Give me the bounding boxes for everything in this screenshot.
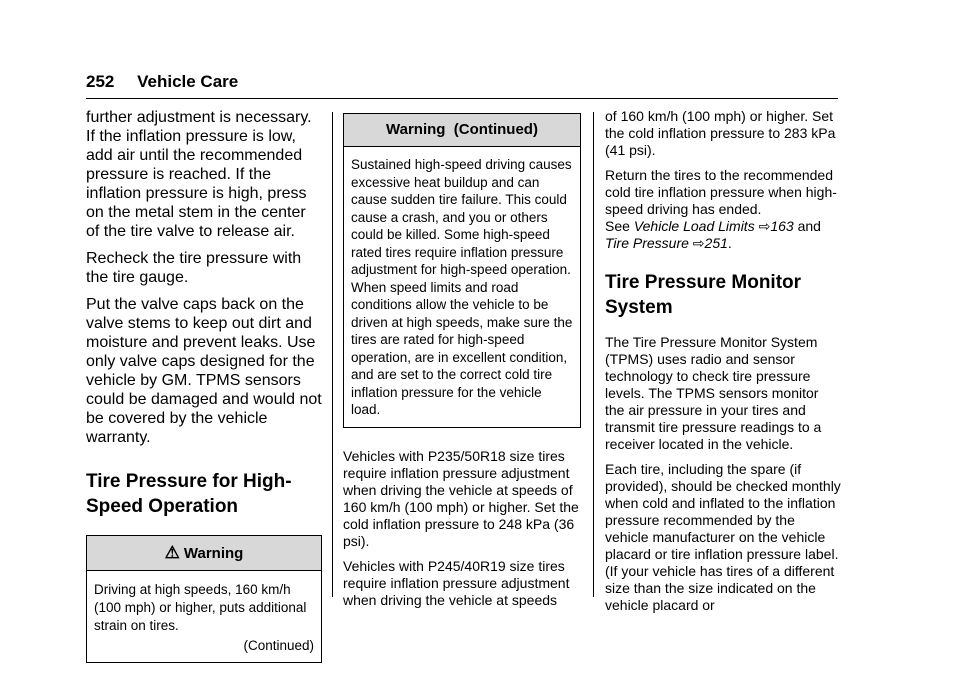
continued-label: (Continued) <box>243 638 314 653</box>
reference-page[interactable]: 251 <box>704 235 728 251</box>
paragraph: Recheck the tire pressure with the tire gauge. <box>86 250 302 286</box>
paragraph: The Tire Pressure Monitor System (TPMS) uses radio and sensor technology to check tire pressure levels. The TPMS sensors monitor the air pressure in your tires and transmit tire pressure readings to a receiver located in the vehicle. <box>605 334 822 452</box>
paragraph: Each tire, including the spare (if provided), should be checked monthly when cold and inflated to the inflation pressure recommended by the vehicle manufacturer on the vehicle placard or tire inflation pressure label. (If your vehicle has tires of a different size than the size indicated on the vehicle placard or <box>605 461 841 613</box>
warning-header <box>87 536 321 571</box>
column-2 <box>343 108 581 617</box>
warning-header: Warning (Continued) <box>344 114 580 147</box>
header-rule <box>86 98 838 99</box>
reference-link[interactable]: Tire Pressure <box>605 235 689 251</box>
warning-box <box>86 535 322 663</box>
page-arrow-icon: ⇨ <box>758 218 771 234</box>
paragraph: Vehicles with P235/50R18 size tires require inflation pressure adjustment when driving the vehicle at speeds of 160 km/h (100 mph) or higher. Set the cold inflation pressure to 248 kPa (36 psi). <box>343 447 579 549</box>
warning-triangle-icon: ⚠ <box>164 543 180 562</box>
paragraph: Vehicles with P245/40R19 size tires require inflation pressure adjustment when driving the vehicle at speeds <box>343 557 570 608</box>
paragraph: Put the valve caps back on the valve stems to keep out dirt and moisture and prevent leaks. Use only valve caps designed for the vehicle by GM. TPMS sensors could be damaged and would not be covered by the vehicle warranty. <box>86 296 322 446</box>
page-arrow-icon: ⇨ <box>692 235 705 251</box>
section-heading: Tire Pressure for High-Speed Operation <box>86 471 292 517</box>
warning-body: Sustained high-speed driving causes excessive heat buildup and can cause sudden tire failure. This could cause a crash, and you or others could be killed. Some high-speed rated tires require inflation pressure adjustment for high-speed operation. When speed limits and road conditions allow the vehicle to be driven at high speeds, make sure the tires are rated for high-speed operation, are in excellent condition, and are set to the correct cold tire inflation pressure for the vehicle load. <box>351 157 573 417</box>
warning-text: Driving at high speeds, 160 km/h (100 mph) or higher, puts additional strain on tires. <box>94 582 307 633</box>
and-label: and <box>797 218 821 234</box>
column-3 <box>605 108 841 622</box>
page-number: 252 <box>86 72 115 91</box>
warning-body <box>87 571 321 662</box>
paragraph: Return the tires to the recommended cold tire inflation pressure when high-speed driving has ended. <box>605 167 837 217</box>
paragraph: of 160 km/h (100 mph) or higher. Set the cold inflation pressure to 283 kPa (41 psi). <box>605 108 836 158</box>
column-divider-2 <box>593 112 594 597</box>
see-label: See <box>605 218 630 234</box>
reference-page[interactable]: 163 <box>770 218 794 234</box>
punctuation: . <box>727 235 732 251</box>
section-title: Vehicle Care <box>137 72 239 91</box>
see-also-references <box>605 218 841 252</box>
reference-link[interactable]: Vehicle Load Limits <box>633 218 755 234</box>
column-1 <box>86 108 322 663</box>
column-divider-1 <box>332 112 333 597</box>
warning-box-continued <box>343 113 581 428</box>
page-header <box>86 72 238 92</box>
section-heading: Tire Pressure Monitor System <box>605 272 802 318</box>
paragraph: further adjustment is necessary. If the inflation pressure is low, add air until the recommended pressure is reached. If the inflation pressure is high, press on the metal stem in the center of the tire valve to release air. <box>86 109 312 240</box>
warning-title: Warning <box>183 545 244 562</box>
